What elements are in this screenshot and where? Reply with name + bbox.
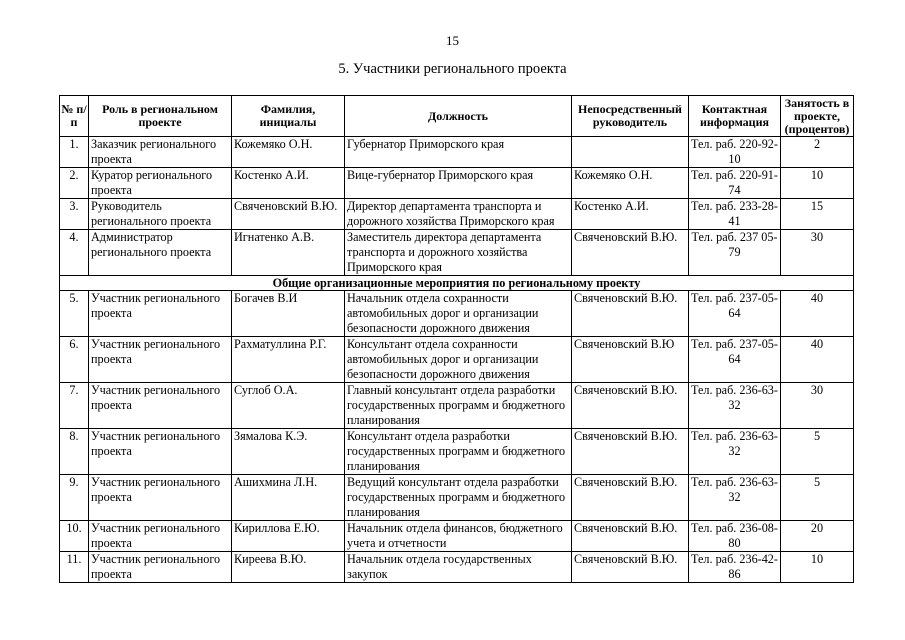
cell-role: Заказчик регионального проекта	[89, 137, 232, 168]
table-row	[60, 137, 854, 168]
cell-workload: 10	[781, 552, 854, 583]
cell-name: Богачев В.И	[232, 291, 345, 337]
cell-contact: Тел. раб. 237 05-79	[689, 230, 781, 276]
header-supervisor: Непосредственный руководитель	[572, 96, 689, 137]
cell-workload: 5	[781, 475, 854, 521]
cell-contact: Тел. раб. 236-63-32	[689, 383, 781, 429]
participants-table	[59, 95, 854, 583]
cell-supervisor: Свяченовский В.Ю.	[572, 383, 689, 429]
header-name: Фамилия, инициалы	[232, 96, 345, 137]
header-number: № п/п	[60, 96, 89, 137]
cell-name: Зямалова К.Э.	[232, 429, 345, 475]
cell-workload: 2	[781, 137, 854, 168]
cell-number: 3.	[60, 199, 89, 230]
header-role: Роль в региональном проекте	[89, 96, 232, 137]
table-row	[60, 291, 854, 337]
section-row-title: Общие организационные мероприятия по региональному проекту	[60, 276, 854, 291]
section-row	[60, 276, 854, 291]
cell-position: Ведущий консультант отдела разработки государственных программ и бюджетного планирования	[345, 475, 572, 521]
cell-number: 10.	[60, 521, 89, 552]
cell-number: 1.	[60, 137, 89, 168]
cell-supervisor: Свяченовский В.Ю.	[572, 475, 689, 521]
cell-role: Участник регионального проекта	[89, 429, 232, 475]
cell-name: Ашихмина Л.Н.	[232, 475, 345, 521]
cell-name: Костенко А.И.	[232, 168, 345, 199]
cell-position: Вице-губернатор Приморского края	[345, 168, 572, 199]
cell-contact: Тел. раб. 236-63-32	[689, 429, 781, 475]
cell-supervisor: Свяченовский В.Ю	[572, 337, 689, 383]
cell-contact: Тел. раб. 237-05-64	[689, 337, 781, 383]
cell-position: Консультант отдела сохранности автомобильных дорог и организации безопасности дорожного движения	[345, 337, 572, 383]
table-body-bottom	[60, 291, 854, 583]
cell-workload: 10	[781, 168, 854, 199]
cell-number: 6.	[60, 337, 89, 383]
cell-supervisor: Свяченовский В.Ю.	[572, 230, 689, 276]
cell-supervisor: Костенко А.И.	[572, 199, 689, 230]
cell-supervisor: Свяченовский В.Ю.	[572, 521, 689, 552]
cell-workload: 30	[781, 230, 854, 276]
cell-contact: Тел. раб. 237-05-64	[689, 291, 781, 337]
cell-contact: Тел. раб. 236-42-86	[689, 552, 781, 583]
cell-position: Губернатор Приморского края	[345, 137, 572, 168]
table-row	[60, 475, 854, 521]
cell-position: Начальник отдела государственных закупок	[345, 552, 572, 583]
cell-workload: 5	[781, 429, 854, 475]
cell-position: Начальник отдела финансов, бюджетного учета и отчетности	[345, 521, 572, 552]
cell-number: 2.	[60, 168, 89, 199]
cell-name: Рахматуллина Р.Г.	[232, 337, 345, 383]
cell-supervisor	[572, 137, 689, 168]
table-row	[60, 337, 854, 383]
cell-number: 8.	[60, 429, 89, 475]
cell-role: Участник регионального проекта	[89, 291, 232, 337]
table-row	[60, 552, 854, 583]
cell-workload: 30	[781, 383, 854, 429]
cell-number: 7.	[60, 383, 89, 429]
cell-role: Участник регионального проекта	[89, 521, 232, 552]
cell-role: Администратор регионального проекта	[89, 230, 232, 276]
cell-position: Начальник отдела сохранности автомобильных дорог и организации безопасности дорожного движения	[345, 291, 572, 337]
cell-name: Кожемяко О.Н.	[232, 137, 345, 168]
table-row	[60, 199, 854, 230]
cell-contact: Тел. раб. 220-91-74	[689, 168, 781, 199]
cell-position: Главный консультант отдела разработки государственных программ и бюджетного планирования	[345, 383, 572, 429]
cell-role: Руководитель регионального проекта	[89, 199, 232, 230]
cell-contact: Тел. раб. 236-08-80	[689, 521, 781, 552]
cell-name: Киреева В.Ю.	[232, 552, 345, 583]
cell-role: Участник регионального проекта	[89, 552, 232, 583]
cell-position: Директор департамента транспорта и дорожного хозяйства Приморского края	[345, 199, 572, 230]
cell-contact: Тел. раб. 220-92-10	[689, 137, 781, 168]
cell-name: Игнатенко А.В.	[232, 230, 345, 276]
cell-position: Консультант отдела разработки государственных программ и бюджетного планирования	[345, 429, 572, 475]
cell-number: 9.	[60, 475, 89, 521]
cell-workload: 40	[781, 337, 854, 383]
cell-supervisor: Свяченовский В.Ю.	[572, 552, 689, 583]
header-workload: Занятость в проекте, (процентов)	[781, 96, 854, 137]
table-row	[60, 230, 854, 276]
cell-position: Заместитель директора департамента транспорта и дорожного хозяйства Приморского края	[345, 230, 572, 276]
cell-workload: 40	[781, 291, 854, 337]
cell-number: 5.	[60, 291, 89, 337]
section-title: 5. Участники регионального проекта	[338, 61, 567, 77]
cell-workload: 20	[781, 521, 854, 552]
table-row	[60, 521, 854, 552]
cell-number: 4.	[60, 230, 89, 276]
cell-name: Свяченовский В.Ю.	[232, 199, 345, 230]
cell-number: 11.	[60, 552, 89, 583]
cell-role: Куратор регионального проекта	[89, 168, 232, 199]
cell-role: Участник регионального проекта	[89, 337, 232, 383]
cell-supervisor: Свяченовский В.Ю.	[572, 291, 689, 337]
cell-name: Суглоб О.А.	[232, 383, 345, 429]
table-row	[60, 168, 854, 199]
cell-name: Кириллова Е.Ю.	[232, 521, 345, 552]
cell-role: Участник регионального проекта	[89, 383, 232, 429]
cell-contact: Тел. раб. 236-63-32	[689, 475, 781, 521]
header-contact: Контактная информация	[689, 96, 781, 137]
cell-workload: 15	[781, 199, 854, 230]
header-position: Должность	[345, 96, 572, 137]
cell-role: Участник регионального проекта	[89, 475, 232, 521]
cell-supervisor: Кожемяко О.Н.	[572, 168, 689, 199]
page-number: 15	[446, 33, 459, 48]
table-row	[60, 383, 854, 429]
table-header-row	[60, 96, 854, 137]
table-body-top	[60, 137, 854, 276]
cell-contact: Тел. раб. 233-28-41	[689, 199, 781, 230]
table-row	[60, 429, 854, 475]
cell-supervisor: Свяченовский В.Ю.	[572, 429, 689, 475]
